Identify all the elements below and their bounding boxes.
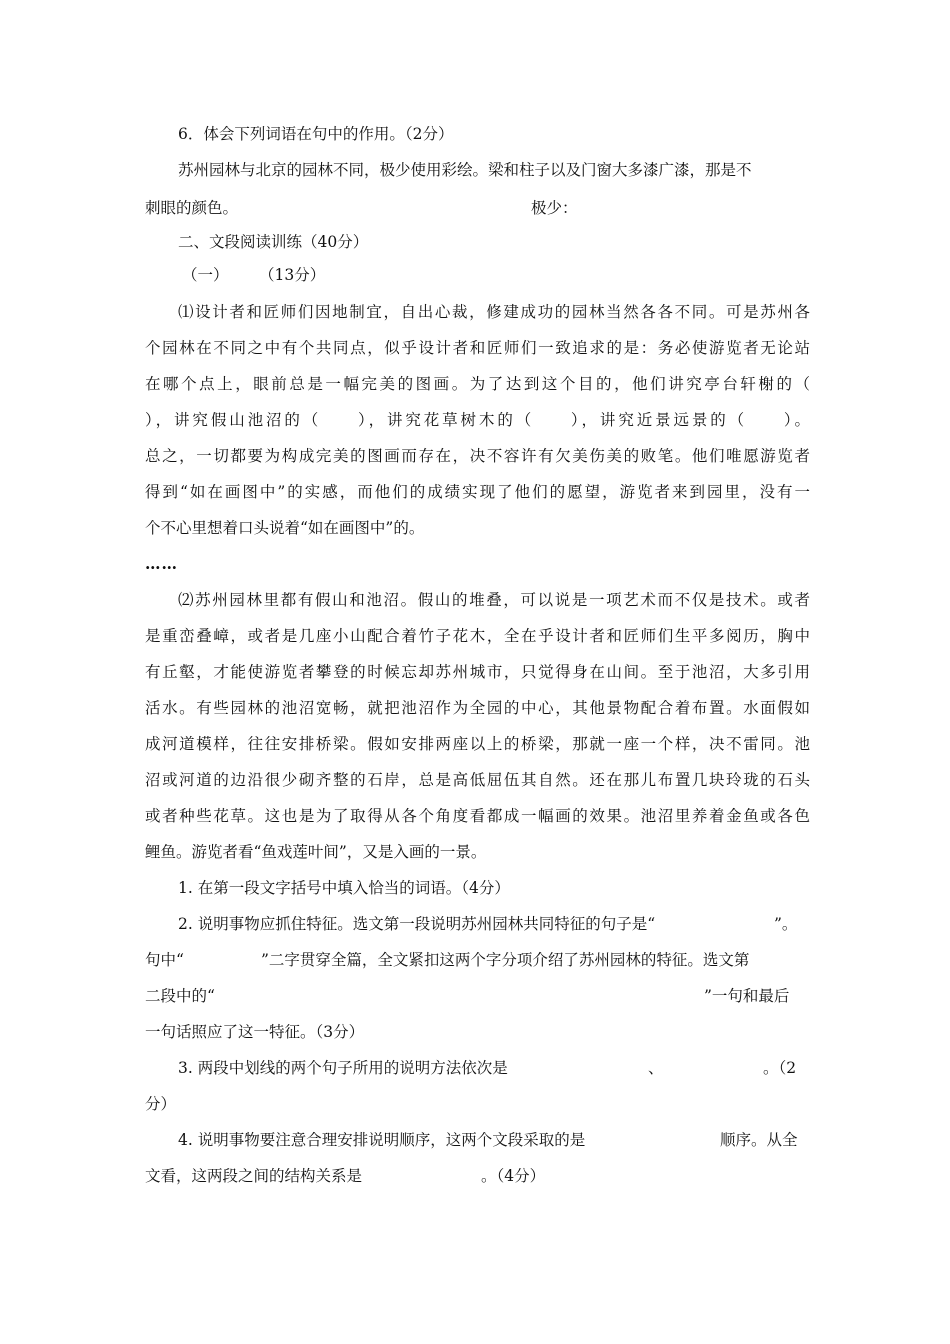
- q6-word-prompt: 极少：: [531, 199, 578, 217]
- para2-line: 沼或河道的边沿很少砌齐整的石岸，总是高低屈伍其自然。还在那儿布置几块玲珑的石头: [145, 771, 810, 789]
- q6-sentence-line2: [145, 197, 810, 219]
- question-2-line3: [145, 985, 810, 1007]
- para1-line: 得到“如在画图中”的实感，而他们的成绩实现了他们的愿望，游览者来到园里，没有一: [145, 483, 810, 501]
- q6-sentence-end: 刺眼的颜色。: [145, 199, 239, 217]
- para2-line: ⑵苏州园林里都有假山和池沼。假山的堆叠，可以说是一项艺术而不仅是技术。或者: [178, 591, 810, 609]
- para2-line: 成河道模样，往往安排桥梁。假如安排两座以上的桥梁，那就一座一个样，决不雷同。池: [145, 735, 810, 753]
- para1-line: ⑴设计者和匠师们因地制宜，自出心裁，修建成功的园林当然各各不同。可是苏州各: [178, 303, 810, 321]
- para2-line: 有丘壑，才能使游览者攀登的时候忘却苏州城市，只觉得身在山间。至于池沼，大多引用: [145, 663, 810, 681]
- question-3-score: 。（2: [763, 1059, 797, 1077]
- para2-line: 活水。有些园林的池沼宽畅，就把池沼作为全园的中心，其他景物配合着布置。水面假如: [145, 699, 810, 717]
- question-2-line4: 一句话照应了这一特征。（3分）: [145, 1023, 365, 1041]
- question-2-text: 2. 说明事物应抓住特征。选文第一段说明苏州园林共同特征的句子是“: [178, 915, 656, 933]
- question-3-separator: 、: [648, 1059, 664, 1077]
- question-2-text: 二段中的“: [145, 987, 215, 1005]
- question-4-text: 4. 说明事物要注意合理安排说明顺序，这两个文段采取的是: [178, 1131, 586, 1149]
- question-2-text: ”二字贯穿全篇，全文紧扣这两个字分项介绍了苏州园林的特征。选文第: [261, 951, 750, 969]
- omission-ellipsis: ……: [145, 554, 178, 573]
- question-3-line2: 分）: [145, 1095, 177, 1113]
- question-2-line2: [145, 949, 810, 971]
- para1-line: 个园林在不同之中有个共同点，似乎设计者和匠师们一致追求的是：务必使游览者无论站: [145, 339, 810, 357]
- para1-line: 总之，一切都要为构成完美的图画而存在，决不容许有欠美伤美的败笔。他们唯愿游览者: [145, 447, 810, 465]
- subsection-heading: [182, 264, 847, 286]
- question-4-line2: [145, 1165, 810, 1187]
- question-2-text: ”一句和最后: [704, 987, 790, 1005]
- question-4-text: 文看，这两段之间的结构关系是: [145, 1167, 363, 1185]
- question-3-line1: [178, 1057, 810, 1079]
- question-3-text: 3. 两段中划线的两个句子所用的说明方法依次是: [178, 1059, 508, 1077]
- para1-line: ），讲究假山池沼的（ ），讲究花草树木的（ ），讲究近景远景的（ ）。: [145, 411, 810, 429]
- para2-line: 或者种些花草。这也是为了取得从各个角度看都成一幅画的效果。池沼里养着金鱼或各色: [145, 807, 810, 825]
- para1-line: 在哪个点上，眼前总是一幅完美的图画。为了达到这个目的，他们讲究亭台轩榭的（: [145, 375, 810, 393]
- q6-title: 6．体会下列词语在句中的作用。（2分）: [178, 125, 454, 143]
- q6-sentence-line1: 苏州园林与北京的园林不同，极少使用彩绘。梁和柱子以及门窗大多漆广漆，那是不: [178, 161, 752, 179]
- question-1: 1. 在第一段文字括号中填入恰当的词语。（4分）: [178, 879, 510, 897]
- subsection-number: （一）: [182, 266, 229, 284]
- question-2-line1: [178, 913, 810, 935]
- para1-line: 个不心里想着口头说着“如在画图中”的。: [145, 519, 425, 537]
- subsection-score: （13分）: [259, 266, 326, 284]
- question-4-text: 顺序。从全: [720, 1131, 798, 1149]
- question-2-quote-end: ”。: [774, 915, 798, 933]
- question-4-score: 。（4分）: [481, 1167, 546, 1185]
- section-heading: 二、文段阅读训练（40分）: [178, 233, 369, 251]
- question-4-line1: [178, 1129, 810, 1151]
- para2-line: 是重峦叠嶂，或者是几座小山配合着竹子花木，全在乎设计者和匠师们生平多阅历，胸中: [145, 627, 810, 645]
- para2-line: 鲤鱼。游览者看“鱼戏莲叶间”，又是入画的一景。: [145, 843, 487, 861]
- question-2-text: 句中“: [145, 951, 184, 969]
